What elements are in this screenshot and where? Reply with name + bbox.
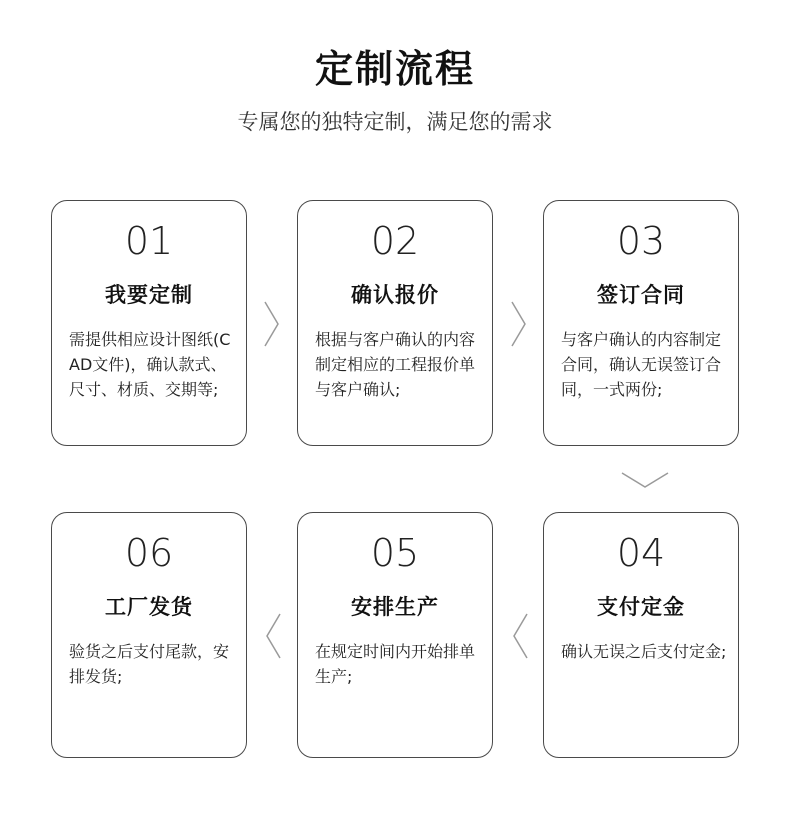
chevron-left-icon (511, 612, 529, 660)
page-subtitle: 专属您的独特定制，满足您的需求 (237, 110, 553, 134)
chevron-left-icon (264, 612, 282, 660)
step-name: 安排生产 (351, 595, 439, 619)
step-description: 根据与客户确认的内容制定相应的工程报价单与客户确认; (315, 330, 476, 399)
step-card-03 (543, 200, 739, 446)
step-name: 支付定金 (597, 595, 685, 619)
step-card-02 (297, 200, 493, 446)
step-number: 02 (370, 219, 420, 263)
step-name: 确认报价 (351, 283, 439, 307)
step-number: 04 (616, 531, 666, 575)
step-number: 05 (370, 531, 420, 575)
chevron-right-icon (510, 300, 528, 348)
chevron-right-icon (263, 300, 281, 348)
step-description: 在规定时间内开始排单生产; (315, 642, 476, 686)
step-description: 需提供相应设计图纸(CAD文件)，确认款式、尺寸、材质、交期等; (69, 330, 231, 399)
step-card-04 (543, 512, 739, 758)
step-description: 验货之后支付尾款，安排发货; (69, 642, 230, 686)
step-number: 01 (124, 219, 174, 263)
step-description: 确认无误之后支付定金; (561, 642, 727, 661)
step-card-06 (51, 512, 247, 758)
step-card-01 (51, 200, 247, 446)
step-name: 签订合同 (597, 283, 685, 307)
step-description: 与客户确认的内容制定合同，确认无误签订合同，一式两份; (561, 330, 722, 399)
step-name: 我要定制 (105, 283, 193, 307)
step-number: 03 (616, 219, 666, 263)
chevron-down-icon (620, 470, 670, 490)
step-number: 06 (124, 531, 174, 575)
step-card-05 (297, 512, 493, 758)
step-name: 工厂发货 (105, 595, 193, 619)
page-title: 定制流程 (314, 47, 475, 91)
